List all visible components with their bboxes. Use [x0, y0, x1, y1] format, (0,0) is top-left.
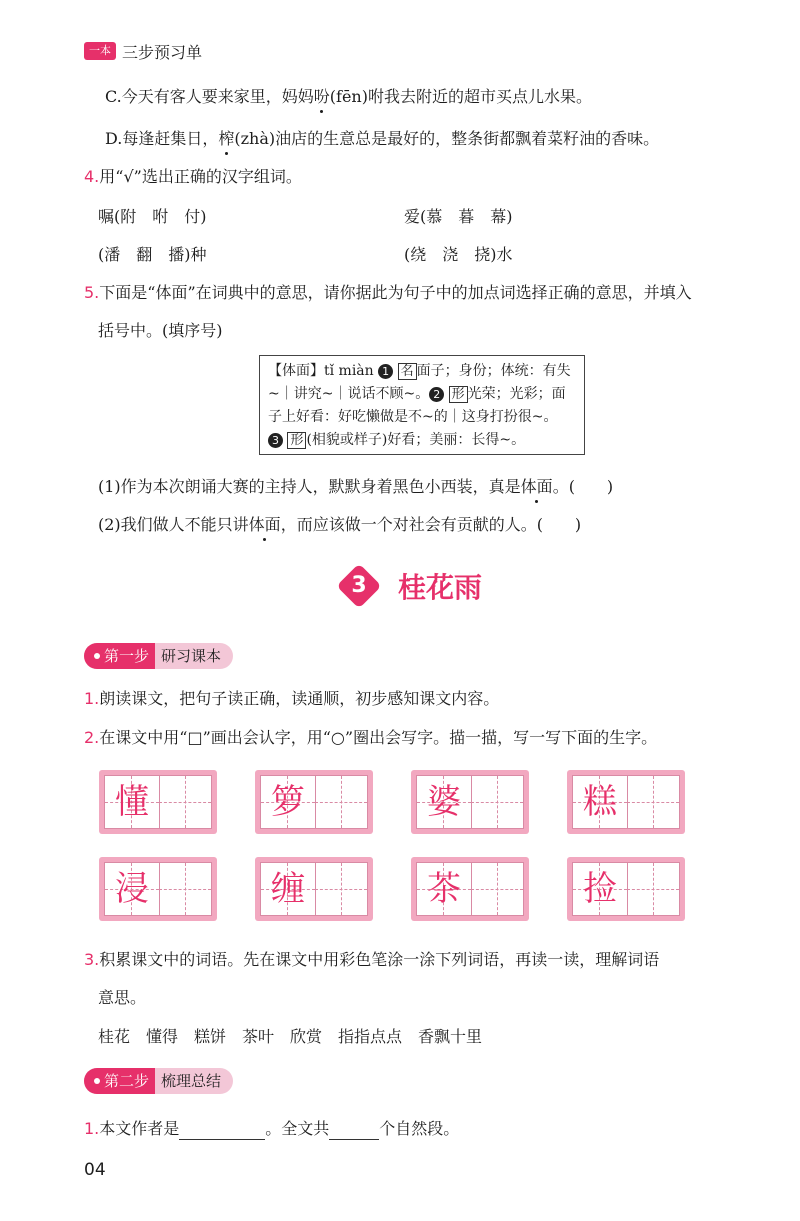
paragraph-count-blank[interactable]: [329, 1121, 379, 1140]
step1-question-1: 1.朗读课文，把句子读正确，读通顺，初步感知课文内容。: [84, 689, 500, 708]
char-grid[interactable]: 缠: [255, 857, 373, 921]
q4-choice-4[interactable]: (绕 浇 挠)水: [404, 245, 513, 264]
char-grid[interactable]: 糕: [567, 770, 685, 834]
lesson-title: 桂花雨: [398, 571, 483, 604]
vocabulary-list: 桂花 懂得 糕饼 茶叶 欣赏 指指点点 香飘十里: [98, 1027, 483, 1046]
q4-choice-2[interactable]: 爱(慕 暮 幕): [404, 207, 513, 226]
dict-line-3: 子上好看：好吃懒做是不~的｜这身打扮很~。: [268, 409, 558, 425]
author-blank[interactable]: [179, 1121, 265, 1140]
dict-line-4: 3 形 (相貌或样子)好看；美丽：长得~。: [268, 429, 576, 452]
char-grid[interactable]: 浸: [99, 857, 217, 921]
step2-question-1: 1.本文作者是 。全文共 个自然段。: [84, 1119, 460, 1138]
char-grid[interactable]: 捡: [567, 857, 685, 921]
step1-question-3: 3.积累课文中的词语。先在课文中用彩色笔涂一涂下列词语，再读一读，理解词语: [84, 950, 660, 969]
question-5: 5.下面是“体面”在词典中的意思，请你据此为句子中的加点词选择正确的意思，并填入: [84, 283, 692, 302]
q4-choice-1[interactable]: 嘱(附 咐 付): [98, 207, 207, 226]
question-4: 4.用“√”选出正确的汉字组词。: [84, 167, 302, 186]
char-grid[interactable]: 婆: [411, 770, 529, 834]
dict-line-2: ~｜讲究~｜说话不顾~。 2 形 光荣；光彩；面: [268, 386, 566, 402]
brand-badge: 一本: [84, 42, 116, 60]
step-1-tag: 第一步 研习课本: [84, 643, 233, 669]
question-5-cont: 括号中。(填序号): [98, 321, 223, 340]
q5-sentence-2: (2)我们做人不能只讲体面，而应该做一个对社会有贡献的人。( ): [98, 515, 582, 534]
lesson-number-badge: 3: [336, 563, 382, 609]
q5-sentence-1: (1)作为本次朗诵大赛的主持人，默默身着黑色小西装，真是体面。( ): [98, 477, 614, 496]
step1-question-2: 2.在课文中用“□”画出会认字，用“○”圈出会写字。描一描，写一写下面的生字。: [84, 728, 658, 747]
char-grid[interactable]: 箩: [255, 770, 373, 834]
char-grid[interactable]: 懂: [99, 770, 217, 834]
dictionary-entry: [259, 355, 585, 455]
q4-choice-3[interactable]: (潘 翻 播)种: [98, 245, 207, 264]
option-c: C.今天有客人要来家里，妈妈吩(fēn)咐我去附近的超市买点儿水果。: [105, 87, 592, 106]
step1-question-3-cont: 意思。: [98, 988, 147, 1007]
step-2-tag: 第二步 梳理总结: [84, 1068, 233, 1094]
option-d: D.每逢赶集日，榨(zhà)油店的生意总是最好的，整条街都飘着菜籽油的香味。: [105, 129, 660, 148]
header-title: 三步预习单: [122, 43, 203, 62]
page-number: 04: [84, 1160, 106, 1180]
dict-line-1: 【体面】tǐ miàn 1 名 面子；身份；体统：有失: [268, 363, 571, 379]
char-grid[interactable]: 茶: [411, 857, 529, 921]
